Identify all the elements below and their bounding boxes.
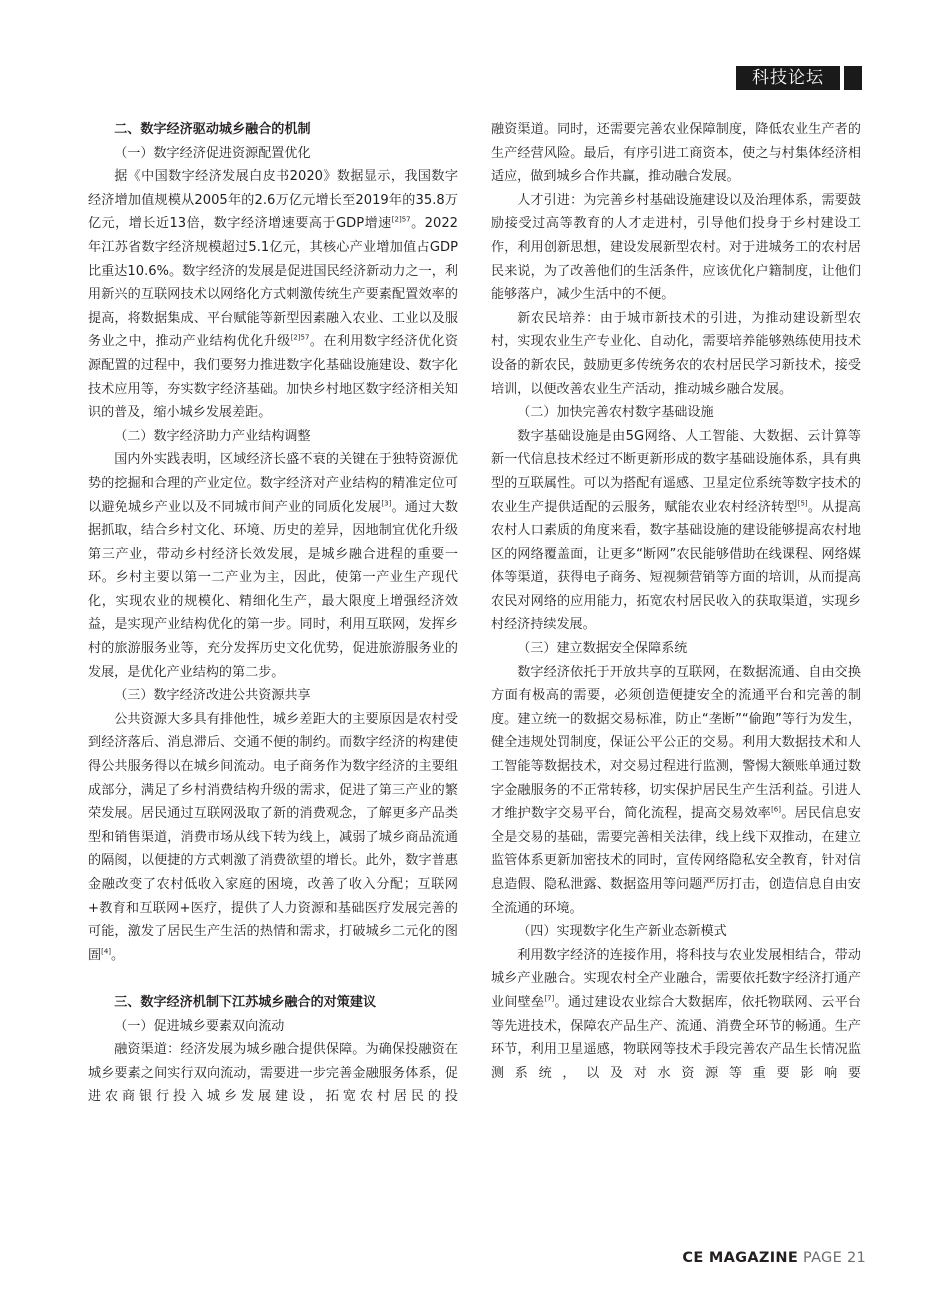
subheading-factor-flow: （一）促进城乡要素双向流动 (114, 1018, 285, 1034)
section-heading-mechanism: 二、数字经济驱动城乡融合的机制 (114, 122, 311, 137)
paragraph: 融资渠道：经济发展为城乡融合提供保障。为确保投融资在城乡要素之间实行双向流动，需要进一步完善金融服务体系，促进农商银行投入城乡发展建设，拓宽农村居民的投 (88, 1042, 458, 1105)
citation: [6] (771, 805, 781, 814)
paragraph: 利用数字经济的连接作用，将科技与农业发展相结合，带动城乡产业融合。实现农村全产业融合，需要依托数字经济打通产业间壁垒[7]。通过建设农业综合大数据库，依托物联网、云平台等先进技术，保障农产品生产、流通、消费全环节的畅通。生产环节，利用卫星遥感，物联网等技术手段完善农产品生长情况监测系统，以及对水资源等重要影响要 (491, 947, 862, 1081)
section-tag-bar (844, 66, 862, 90)
citation: [4] (101, 947, 112, 956)
subheading-digital-infrastructure: （二）加快完善农村数字基础设施 (517, 405, 714, 421)
paragraph-continued: 融资渠道。同时，还需要完善农业保障制度，降低农业生产者的生产经营风险。最后，有序引进工商资本，使之与村集体经济相适应，做到城乡合作共赢，推动融合发展。 (491, 122, 861, 185)
subheading-new-production-models: （四）实现数字化生产新业态新模式 (517, 924, 727, 940)
subheading-resource-allocation: （一）数字经济促进资源配置优化 (114, 145, 311, 161)
paragraph: 数字基础设施是由5G网络、人工智能、大数据、云计算等新一代信息技术经过不断更新形成的数字基础设施体系，具有典型的互联属性。可以为搭配有遥感、卫星定位系统等数字技术的农业生产提供适配的云服务，赋能农业农村经济转型[5]。从提高农村人口素质的角度来看，数字基础设施的建设能够提高农村地区的网络覆盖面，让更多“断网”农民能够借助在线课程、网络媒体等渠道，获得电子商务、短视频营销等方面的培训，从而提高农民对网络的应用能力，拓宽农村居民收入的获取渠道，实现乡村经济持续发展。 (491, 428, 862, 633)
magazine-name: CE MAGAZINE (682, 1250, 799, 1266)
citation: [2]57 (290, 333, 310, 342)
left-column (88, 118, 458, 1109)
citation: [2]57 (391, 216, 411, 225)
paragraph: 新农民培养：由于城市新技术的引进，为推动建设新型农村，实现农业生产专业化、自动化，需要培养能够熟练使用技术设备的新农民，鼓励更多传统务农的农村居民学习新技术，接受培训，以便改善农业生产活动，推动城乡融合发展。 (491, 310, 861, 397)
subheading-industrial-structure: （二）数字经济助力产业结构调整 (114, 428, 311, 444)
citation: [3] (381, 499, 392, 508)
paragraph: 人才引进：为完善乡村基础设施建设以及治理体系，需要鼓励接受过高等教育的人才走进村，引导他们投身于乡村建设工作，利用创新思想，建设发展新型农村。对于进城务工的农村居民来说，为了改善他们的生活条件，应该优化户籍制度，让他们能够落户，减少生活中的不便。 (491, 192, 861, 303)
paragraph: 公共资源大多具有排他性，城乡差距大的主要原因是农村受到经济落后、消息滞后、交通不便的制约。而数字经济的构建使得公共服务得以在城乡间流动。电子商务作为数字经济的主要组成部分，满足了乡村消费结构升级的需求，促进了第三产业的繁荣发展。居民通过互联网汲取了新的消费观念，了解更多产品类型和销售渠道，消费市场从线下转为线上，减弱了城乡商品流通的隔阂，以便捷的方式刺激了消费欲望的增长。此外，数字普惠金融改变了农村低收入家庭的困境，改善了收入分配；互联网+教育和互联网+医疗，提供了人力资源和基础医疗发展完善的可能，激发了居民生产生活的热情和需求，打破城乡二元化的图圄[4]。 (88, 711, 458, 963)
citation: [7] (544, 994, 555, 1003)
citation: [5] (797, 499, 808, 508)
subheading-public-resources: （三）数字经济改进公共资源共享 (114, 688, 311, 704)
page-footer (676, 1250, 866, 1266)
page-number: PAGE 21 (802, 1250, 866, 1266)
right-column (491, 118, 861, 1085)
section-heading-suggestions: 三、数字经济机制下江苏城乡融合的对策建议 (114, 994, 377, 1010)
paragraph: 数字经济依托于开放共享的互联网，在数据流通、自由交换方面有极高的需要，必须创造便捷安全的流通平台和完善的制度。建立统一的数据交易标准，防止“垄断”“偷跑”等行为发生，健全违规处罚制度，保证公平公正的交易。利用大数据技术和人工智能等数据技术，对交易过程进行监测，警惕大额账单通过数字金融服务的不正常转移，切实保护居民生产生活利益。引进人才维护数字交易平台，简化流程，提高交易效率[6]。居民信息安全是交易的基础，需要完善相关法律，线上线下双推动，在建立监管体系更新加密技术的同时，宣传网络隐私安全教育，针对信息造假、隐私泄露、数据盗用等问题严厉打击，创造信息自由安全流通的环境。 (491, 664, 862, 916)
section-tag: 科技论坛 (736, 66, 840, 90)
subheading-data-security: （三）建立数据安全保障系统 (517, 641, 688, 657)
paragraph: 据《中国数字经济发展白皮书2020》数据显示，我国数字经济增加值规模从2005年的2.6万亿元增长至2019年的35.8万亿元，增长近13倍，数字经济增速要高于GDP增速$^{[2]57}$。2022年江苏省数字经济规模超过5.1亿元，其核心产业增加值占GDP比重达10.6%。数字经济的发展是促进国民经济新动力之一，利用新兴的互联网技术以网络化方式刺激传统生产要素配置效率的提高，将数据集成、平台赋能等新型因素融入农业、工业以及服务业之中，推动产业结构优化升级$^{[2]57}$。在利用数字经济优化资源配置的过程中，我们要努力推进数字化基础设施建设、数字化技术应用等，夯实数字经济基础。加快乡村地区数字经济相关知识的普及，缩小城乡发展差距。 (88, 169, 459, 421)
paragraph: 国内外实践表明，区域经济长盛不衰的关键在于独特资源优势的挖掘和合理的产业定位。数字经济对产业结构的精准定位可以避免城乡产业以及不同城市间产业的同质化发展[3]。通过大数据抓取，结合乡村文化、环境、历史的差异，因地制宜优化升级第三产业，带动乡村经济长效发展，是城乡融合进程的重要一环。乡村主要以第一二产业为主，因此，使第一产业生产现代化，实现农业的规模化、精细化生产，最大限度上增强经济效益，是实现产业结构优化的第一步。同时，利用互联网，发挥乡村的旅游服务业等，充分发挥历史文化优势，促进旅游服务业的发展，是优化产业结构的第二步。 (88, 452, 459, 680)
